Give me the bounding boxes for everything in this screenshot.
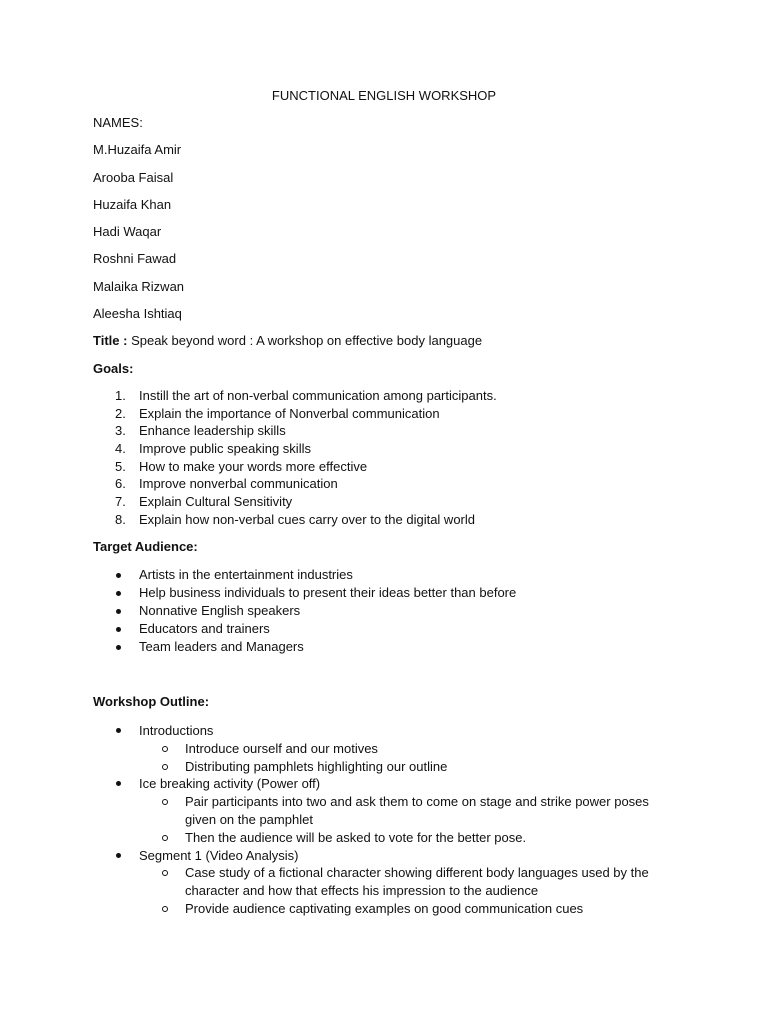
goal-item: [93, 476, 497, 494]
goal-number: 8.: [115, 511, 126, 527]
goal-number: 6.: [115, 476, 126, 492]
outline-subitem-text: Pair participants into two and ask them to come on stage and strike power poses given on the pamphlet: [185, 794, 649, 827]
outline-subitem-text: Then the audience will be asked to vote for the better pose.: [185, 829, 527, 845]
name-item: Huzaifa Khan: [93, 196, 172, 212]
outline-subitem-text: Case study of a fictional character showing different body languages used by the character and how that effects his impression to the audience: [185, 865, 649, 899]
outline-subitem-text: Introduce ourself and our motives: [185, 740, 378, 756]
sub-bullet-icon: [162, 835, 168, 841]
goal-text: Instill the art of non-verbal communication among participants.: [139, 388, 497, 403]
audience-text: Team leaders and Managers: [139, 639, 304, 654]
goal-number: 5.: [115, 458, 126, 474]
goal-text: Explain Cultural Sensitivity: [139, 494, 293, 510]
names-section: [93, 115, 184, 333]
goal-text: Improve public speaking skills: [139, 441, 311, 457]
goal-number: 1.: [115, 388, 126, 403]
goal-item: [93, 406, 497, 424]
goal-item: [93, 459, 497, 477]
name-item: Arooba Faisal: [93, 169, 174, 185]
bullet-icon: [116, 645, 121, 650]
workshop-title: [93, 333, 482, 348]
goal-item: [93, 512, 497, 530]
target-audience-heading: Target Audience:: [93, 539, 198, 554]
outline-item: [93, 847, 675, 918]
audience-list: [93, 567, 516, 657]
goals-heading: Goals:: [93, 361, 134, 376]
goal-text: Explain the importance of Nonverbal communication: [139, 405, 440, 421]
audience-text: Help business individuals to present their ideas better than before: [139, 585, 517, 600]
outline-subitem-text: Distributing pamphlets highlighting our outline: [185, 758, 448, 774]
goal-text: Improve nonverbal communication: [139, 476, 338, 492]
goal-item: [93, 423, 497, 441]
audience-text: Artists in the entertainment industries: [139, 567, 353, 582]
goal-item: [93, 388, 497, 406]
name-item: M.Huzaifa Amir: [93, 142, 182, 158]
outline-subitem: [139, 900, 675, 918]
outline-sublist: [139, 793, 675, 846]
outline-subitem-text: Provide audience captivating examples on good communication cues: [185, 900, 584, 916]
names-label: NAMES:: [93, 115, 143, 130]
goal-text: Enhance leadership skills: [139, 423, 286, 439]
bullet-icon: [116, 781, 121, 786]
outline-subitem: [139, 758, 675, 776]
outline-sublist: [139, 864, 675, 917]
outline-item-text: Segment 1 (Video Analysis): [139, 847, 299, 863]
audience-item: [93, 603, 516, 621]
goal-item: [93, 441, 497, 459]
audience-item: [93, 639, 516, 657]
sub-bullet-icon: [162, 746, 168, 752]
bullet-icon: [116, 609, 121, 614]
goal-number: 2.: [115, 405, 126, 421]
title-label: Title :: [93, 333, 128, 348]
outline-item: [93, 722, 675, 775]
audience-text: Educators and trainers: [139, 621, 270, 636]
audience-item: [93, 585, 516, 603]
outline-item-text: Ice breaking activity (Power off): [139, 776, 321, 792]
goal-number: 4.: [115, 441, 126, 457]
goal-item: [93, 494, 497, 512]
bullet-icon: [116, 591, 121, 596]
outline-subitem: [139, 864, 675, 900]
outline-subitem: [139, 740, 675, 758]
goal-number: 3.: [115, 423, 126, 439]
sub-bullet-icon: [162, 764, 168, 770]
bullet-icon: [116, 627, 121, 632]
outline-list: [93, 722, 675, 918]
audience-item: [93, 621, 516, 639]
outline-item: [93, 775, 675, 846]
name-item: Hadi Waqar: [93, 224, 162, 240]
outline-subitem: [139, 793, 675, 829]
sub-bullet-icon: [162, 870, 168, 876]
name-item: Malaika Rizwan: [93, 278, 185, 294]
audience-text: Nonnative English speakers: [139, 603, 301, 618]
name-item: Roshni Fawad: [93, 251, 177, 267]
document-heading: FUNCTIONAL ENGLISH WORKSHOP: [271, 88, 497, 103]
sub-bullet-icon: [162, 906, 168, 912]
goals-list: [93, 388, 497, 530]
workshop-outline-heading: Workshop Outline:: [93, 694, 210, 709]
outline-subitem: [139, 829, 675, 847]
bullet-icon: [116, 573, 121, 578]
bullet-icon: [116, 728, 121, 733]
title-text: Speak beyond word : A workshop on effective body language: [131, 333, 483, 348]
sub-bullet-icon: [162, 799, 168, 805]
goal-text: Explain how non-verbal cues carry over to the digital world: [139, 511, 476, 527]
outline-sublist: [139, 740, 675, 776]
name-item: Aleesha Ishtiaq: [93, 306, 182, 322]
bullet-icon: [116, 853, 121, 858]
goal-text: How to make your words more effective: [139, 458, 368, 474]
audience-item: [93, 567, 516, 585]
outline-item-text: Introductions: [139, 723, 214, 738]
goal-number: 7.: [115, 494, 126, 510]
